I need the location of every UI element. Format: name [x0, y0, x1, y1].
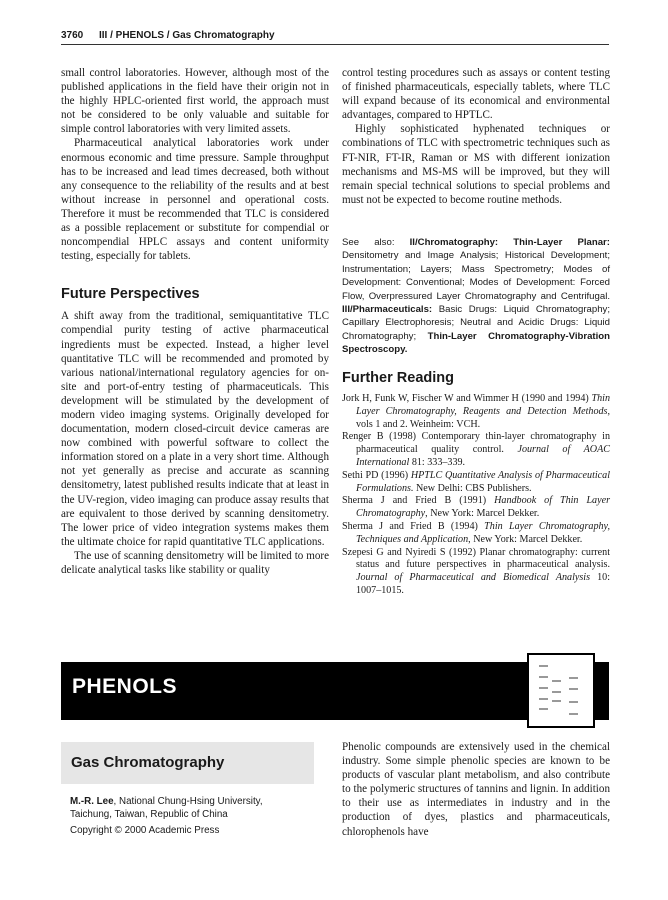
paragraph: Phenolic compounds are extensively used in the chemical industry. Some simple phenolic species are known to be products of vascular plant metabolism, and also contribute to the polymeric structures of tannins and lignin. In addition to their use as intermediates in industry and in the production of dyes, plastics and pharmaceuticals, chlorophenols have — [342, 741, 610, 838]
reference-item: Sethi PD (1996) HPTLC Quantitative Analysis of Pharmaceutical Formulations. New Delhi: CBS Publishers. — [342, 469, 611, 494]
right-column — [342, 66, 610, 207]
running-title: III / PHENOLS / Gas Chromatography — [99, 30, 275, 41]
see-also-text: Basic Drugs: Liquid Chromatography; Capillary Electrophoresis; Neutral and Acidic Drugs: Liquid Chromatography; — [342, 304, 610, 342]
reference-item: Jork H, Funk W, Fischer W and Wimmer H (1990 and 1994) Thin Layer Chromatography, Reagents and Detection Methods, vols 1 and 2. Weinheim: VCH. — [342, 393, 610, 430]
banner-title: PHENOLS — [72, 675, 178, 698]
see-also-link[interactable]: II/Chromatography: Thin-Layer Planar: — [409, 237, 610, 248]
reference-item: Sherma J and Fried B (1991) Handbook of Thin Layer Chromatography, New York: Marcel Dekker. — [342, 495, 610, 520]
see-also-link[interactable]: III/Pharmaceuticals: — [342, 304, 433, 316]
reference-item: Szepesi G and Nyiredi S (1992) Planar chromatography: current status and future perspectives in pharmaceutical analysis. Journal of Pharmaceutical and Biomedical Analysis 10: 1007–1015. — [342, 546, 610, 596]
see-also-label: See also: — [342, 237, 395, 248]
article-title: Gas Chromatography — [71, 754, 225, 771]
paragraph: The use of scanning densitometry will be limited to more delicate analytical tasks like stability or quality — [61, 549, 329, 576]
paragraph: Highly sophisticated hyphenated techniques or combinations of TLC with spectrometric techniques such as FT-NIR, FT-IR, Raman or MS with different ionization mechanisms and MS-MS will be improved, but they will remain special technical solutions to special problems and must not be expected to become routine methods. — [342, 123, 610, 206]
reference-item: Renger B (1998) Contemporary thin-layer chromatography in pharmaceutical quality control. Journal of AOAC International 81: 333–339. — [342, 431, 610, 468]
left-column — [61, 66, 329, 577]
affiliation-location: Taichung, Taiwan, Republic of China — [70, 809, 228, 820]
reference-item: Sherma J and Fried B (1994) Thin Layer Chromatography, Techniques and Application, New York: Marcel Dekker. — [342, 520, 610, 545]
reference-list — [342, 393, 610, 598]
section-heading: Future Perspectives — [61, 286, 200, 303]
paragraph: small control laboratories. However, although most of the published applications in the field have their origin not in the highly HPLC-oriented first world, the approach must not be considered to be only valuable and suitable for simple control laboratories with very limited assets. — [61, 67, 329, 136]
paragraph: Pharmaceutical analytical laboratories work under enormous economic and time pressure. Sample throughput has to be increased and lead times decreased, both without any consequence to the reliability of the results and at best without increase in personnel and operational costs. Therefore it must be recommended that TLC is considered as a possible replacement or substitute for compendial or noncompendial HPLC assays and content uniformity testing, especially for tablets. — [61, 137, 329, 263]
paragraph: control testing procedures such as assays or content testing of finished pharmaceuticals, especially tablets, where TLC will expand because of its economical and environmental advantages, compared to HPTLC. — [342, 67, 610, 122]
intro-column — [342, 740, 610, 839]
see-also-text: Densitometry and Image Analysis; Historical Development; Instrumentation; Layers; Mass Spectrometry; Modes of Development: Conventional; Modes of Development: Forced Flow, Overpressured Layer Chromatography and Centrifugal. — [342, 250, 610, 302]
see-also-link[interactable]: Thin-Layer Chromatography-Vibration Spectroscopy. — [342, 330, 611, 356]
author-affiliation: M.-R. Lee, National Chung-Hsing University, Taichung, Taiwan, Republic of China — [70, 796, 263, 820]
further-reading-heading: Further Reading — [342, 370, 454, 386]
paragraph: A shift away from the traditional, semiquantitative TLC compendial purity testing of active pharmaceutical ingredients must be expected. Instead, a higher level quantitative TLC will be recommended and promoted by various national/international regulatory agencies for on-site and port-of-entry testing of pharmaceuticals. This development will be stimulated by the development of modern video imaging systems. Originally developed for documentation, modern closed-circuit device cameras are now combined with powerful software to collect the information stored on a plate in a very short time. Although not yet generally as precise and accurate as scanning densitometry, latest published results indicate that at least in the UV-region, video imaging can produce assay results that are equivalent to those derived by scanning densitometry. The lower price of video integration systems makes them the ultimate choice for rapid quantitative TLC applications. — [61, 310, 329, 548]
copyright: Copyright © 2000 Academic Press — [70, 825, 220, 836]
author-name: M.-R. Lee — [70, 796, 114, 807]
page-number: 3760 — [61, 30, 84, 41]
header-rule — [61, 44, 609, 45]
tlc-plate-icon — [527, 653, 595, 728]
see-also — [342, 236, 610, 357]
article-title-box — [61, 742, 314, 784]
